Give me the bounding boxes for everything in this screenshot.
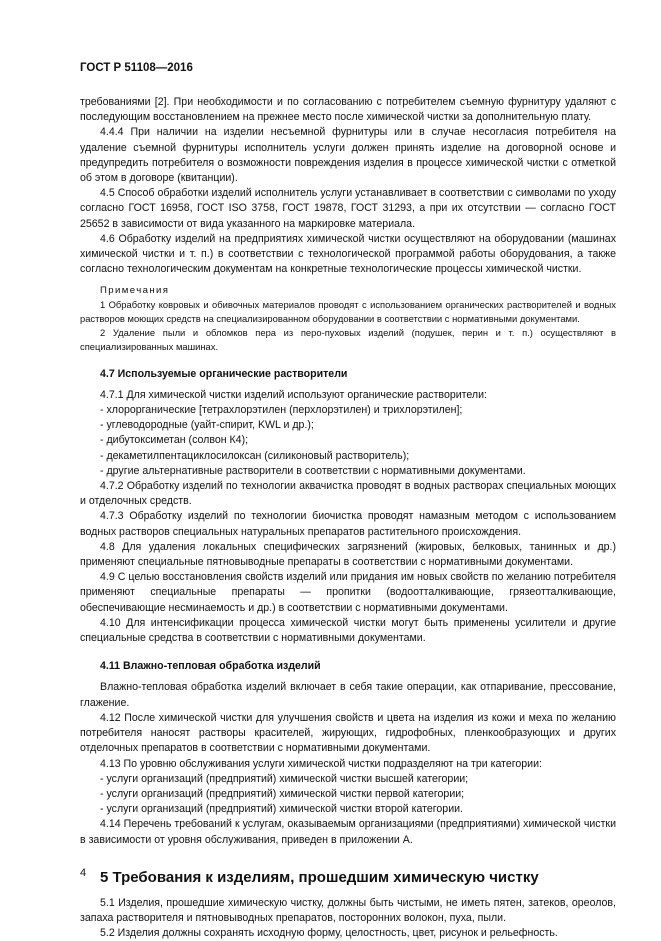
list-item: - услуги организаций (предприятий) химической чистки высшей категории; bbox=[100, 772, 469, 785]
page-content bbox=[80, 95, 616, 941]
list-item: - услуги организаций (предприятий) химической чистки первой категории; bbox=[100, 787, 465, 800]
page-number: 4 bbox=[80, 867, 87, 879]
note-2: 2 Удаление пыли и обломков пера из перо-пуховых изделий (подушек, перин и т. п.) осуществляют в специализированных машинах. bbox=[80, 327, 616, 352]
list-item: - хлорорганические [тетрахлорэтилен (перхлорэтилен) и трихлорэтилен]; bbox=[100, 404, 463, 417]
paragraph-4-7-3: 4.7.3 Обработку изделий по технологии биочистка проводят намазным методом с использованием водных растворов специальных натуральных препаратов растительного происхождения. bbox=[80, 510, 616, 538]
paragraph-5-1: 5.1 Изделия, прошедшие химическую чистку, должны быть чистыми, не иметь пятен, затеков, ореолов, запаха растворителя и пятновыводных препаратов, посторонних волокон, пуха, пыли. bbox=[80, 896, 616, 924]
paragraph-4-5: 4.5 Способ обработки изделий исполнитель услуги устанавливает в соответствии с символами по уходу согласно ГОСТ 16958, ГОСТ ISO 3758, ГОСТ 19878, ГОСТ 31293, а при их отсутствии — согласно ГОСТ 25652 в зависимости от вида указанного на маркировке материала. bbox=[80, 187, 616, 230]
categories-list bbox=[80, 772, 616, 818]
section-heading-5: 5 Требования к изделиям, прошедшим химическую чистку bbox=[100, 868, 539, 886]
section-heading-4-7: 4.7 Используемые органические растворители bbox=[100, 367, 348, 380]
list-item: - дибутоксиметан (солвон К4); bbox=[100, 434, 249, 447]
paragraph-4-12: 4.12 После химической чистки для улучшения свойств и цвета на изделия из кожи и меха по желанию потребителя наносят растворы красителей, жирующих, гидрофобных, пленкообразующих и других отделочных препаратов в соответствии с нормативными документами. bbox=[80, 711, 616, 755]
document-header: ГОСТ Р 51108—2016 bbox=[80, 62, 193, 74]
paragraph-4-11: Влажно-тепловая обработка изделий включает в себя такие операции, как отпаривание, прессование, глажение. bbox=[80, 681, 616, 709]
list-item: - декаметилпентациклосилоксан (силиконовый растворитель); bbox=[100, 449, 410, 462]
paragraph-5-2: 5.2 Изделия должны сохранять исходную форму, целостность, цвет, рисунок и рельефность. bbox=[100, 927, 558, 940]
paragraph-4-13: 4.13 По уровню обслуживания услуги химической чистки подразделяют на три категории: bbox=[100, 757, 542, 770]
paragraph-continuation: требованиями [2]. При необходимости и по согласованию с потребителем съемную фурнитуру удаляют с последующим восстановлением на прежнее место после химической чистки за дополнительную плату. bbox=[80, 96, 616, 124]
paragraph-4-9: 4.9 С целью восстановления свойств изделий или придания им новых свойств по желанию потребителя применяют специальные препараты — пропитки (водоотталкивающие, грязеотталкивающие, обеспечивающие несминаемость и др.) в соответствии с нормативными документами. bbox=[80, 571, 616, 614]
solvents-list bbox=[80, 403, 616, 479]
notes-title: Примечания bbox=[100, 285, 170, 297]
paragraph-4-4-4: 4.4.4 При наличии на изделии несъемной фурнитуры или в случае несогласия потребителя на удаление съемной фурнитуры исполнитель услуги должен принять изделие на договорной основе и предупредить потребителя о возможности повреждения изделия в процессе химической чистки с отметкой об этом в договоре (квитанции). bbox=[80, 126, 616, 185]
paragraph-4-14: 4.14 Перечень требований к услугам, оказываемым организациями (предприятиями) химической чистки в зависимости от уровня обслуживания, приведен в приложении А. bbox=[80, 818, 616, 846]
paragraph-4-10: 4.10 Для интенсификации процесса химической чистки могут быть применены усилители и другие специальные средства в соответствии с нормативными документами. bbox=[80, 616, 616, 645]
note-1: 1 Обработку ковровых и обивочных материалов проводят с использованием органических растворителей и водных растворов моющих средств на специализированном оборудовании в соответствии с нормативными документами. bbox=[80, 299, 616, 325]
paragraph-4-6: 4.6 Обработку изделий на предприятиях химической чистки осуществляют на оборудовании (машинах химической чистки и т. п.) в соответствии с технологической программой работы оборудования, а также согласно технологическим документам на конкретные технологические процессы химической чистки. bbox=[80, 232, 616, 276]
list-item: - углеводородные (уайт-спирит, KWL и др.); bbox=[100, 419, 314, 432]
list-item: - услуги организаций (предприятий) химической чистки второй категории. bbox=[100, 803, 463, 816]
paragraph-4-7-2: 4.7.2 Обработку изделий по технологии аквачистка проводят в водных растворах специальных моющих и отделочных средств. bbox=[80, 480, 616, 508]
paragraph-4-8: 4.8 Для удаления локальных специфических загрязнений (жировых, белковых, танинных и др.) применяют специальные пятновыводные препараты в соответствии с нормативными документами. bbox=[80, 540, 616, 569]
section-heading-4-11: 4.11 Влажно-тепловая обработка изделий bbox=[100, 660, 321, 673]
paragraph-4-7-1: 4.7.1 Для химической чистки изделий используют органические растворители: bbox=[100, 388, 487, 401]
list-item: - другие альтернативные растворители в соответствии с нормативными документами. bbox=[100, 464, 526, 477]
